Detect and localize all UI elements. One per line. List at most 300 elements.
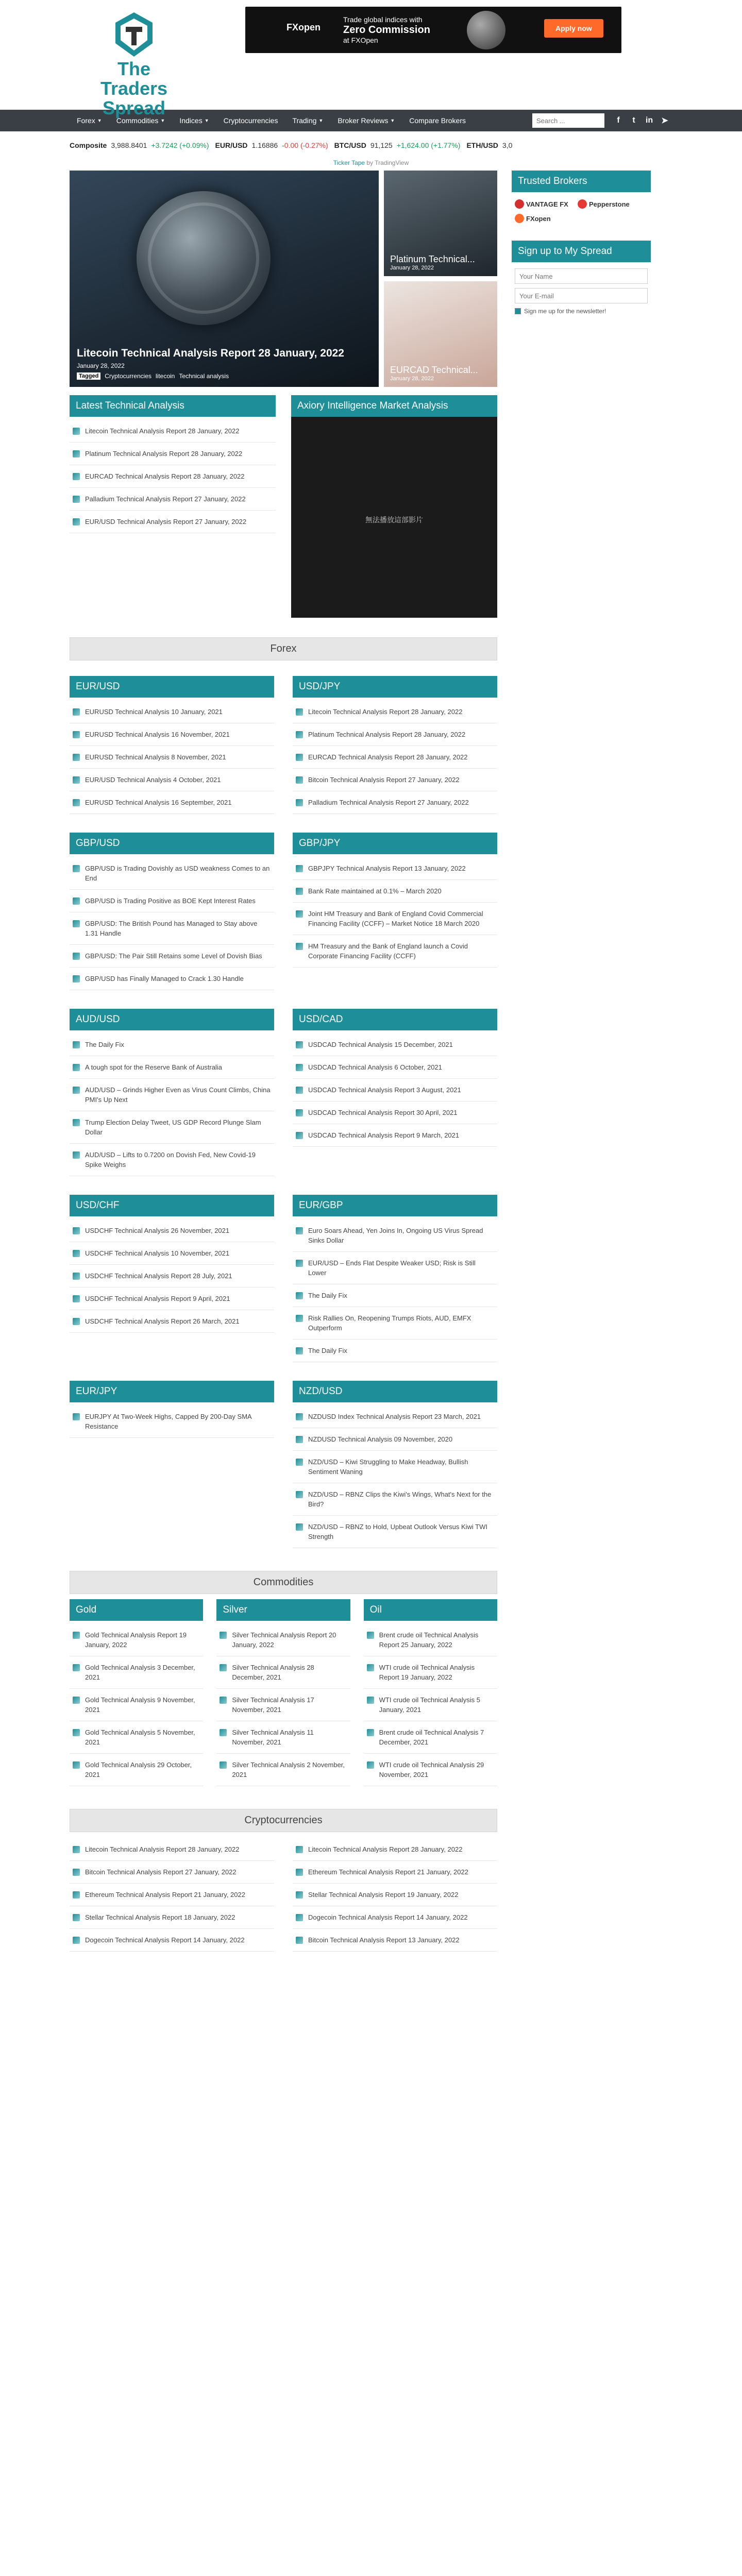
- article-icon: [73, 799, 80, 806]
- ticker-change: -0.00 (-0.27%): [282, 141, 328, 149]
- list-item[interactable]: [70, 769, 274, 791]
- hero-side-date: January 28, 2022: [390, 376, 434, 382]
- newsletter-checkbox[interactable]: Sign me up for the newsletter!: [515, 308, 648, 315]
- list-item[interactable]: [293, 1884, 497, 1906]
- list-item-title: WTI crude oil Technical Analysis Report 19 January, 2022: [379, 1664, 475, 1681]
- list-item-title: NZD/USD – Kiwi Struggling to Make Headway, Bullish Sentiment Waning: [308, 1458, 468, 1476]
- list-item[interactable]: [70, 1929, 274, 1952]
- list-item-title: Platinum Technical Analysis Report 28 January, 2022: [85, 450, 243, 457]
- commodity-title[interactable]: Silver: [216, 1599, 350, 1621]
- latest-analysis: [70, 395, 276, 618]
- list-item-title: Palladium Technical Analysis Report 27 January, 2022: [85, 495, 246, 503]
- list-item-title: EURCAD Technical Analysis Report 28 January, 2022: [85, 472, 245, 480]
- list-item-title: GBP/USD is Trading Positive as BOE Kept Interest Rates: [85, 897, 256, 905]
- list-item-title: Silver Technical Analysis 28 December, 2021: [232, 1664, 314, 1681]
- pair-section-aud-usd: [70, 1009, 274, 1179]
- axiory-market-title: Axiory Intelligence Market Analysis: [291, 395, 497, 417]
- pair-section-eur-jpy: [70, 1381, 274, 1551]
- list-item-title: Stellar Technical Analysis Report 19 January, 2022: [308, 1891, 459, 1899]
- search-input[interactable]: [532, 113, 604, 128]
- list-item-title: GBPJPY Technical Analysis Report 13 January, 2022: [308, 865, 466, 872]
- ticker-tape: [70, 131, 672, 159]
- list-item[interactable]: [216, 1754, 350, 1786]
- article-icon: [296, 1846, 303, 1853]
- list-item[interactable]: [70, 1265, 274, 1287]
- article-icon: [367, 1632, 374, 1639]
- tags-label: Tagged: [77, 372, 100, 380]
- list-item[interactable]: [70, 890, 274, 912]
- ticker-value: 3,0: [502, 141, 513, 149]
- article-icon: [73, 975, 80, 982]
- list-item-title: Litecoin Technical Analysis Report 28 January, 2022: [308, 1845, 463, 1853]
- list-item[interactable]: [293, 1861, 497, 1884]
- article-icon: [296, 1869, 303, 1876]
- list-item-title: WTI crude oil Technical Analysis 5 January, 2021: [379, 1696, 480, 1714]
- chevron-down-icon: ▼: [204, 118, 209, 123]
- list-item[interactable]: [293, 1056, 497, 1079]
- site-logo[interactable]: [85, 11, 183, 118]
- list-item-title: Gold Technical Analysis 9 November, 2021: [85, 1696, 195, 1714]
- article-icon: [296, 943, 303, 950]
- list-item-title: Brent crude oil Technical Analysis Report 25 January, 2022: [379, 1631, 479, 1649]
- list-item-title: EURCAD Technical Analysis Report 28 January, 2022: [308, 753, 468, 761]
- article-list: [293, 854, 497, 971]
- list-item[interactable]: [70, 420, 276, 443]
- article-icon: [296, 754, 303, 761]
- list-item-title: NZD/USD – RBNZ Clips the Kiwi's Wings, What's Next for the Bird?: [308, 1490, 492, 1508]
- list-item[interactable]: [70, 1861, 274, 1884]
- list-item-title: AUD/USD – Lifts to 0.7200 on Dovish Fed, New Covid-19 Spike Weighs: [85, 1151, 256, 1168]
- article-icon: [73, 1119, 80, 1126]
- ticker-credit-vendor[interactable]: TradingView: [375, 159, 409, 166]
- video-player[interactable]: [291, 417, 497, 618]
- telegram-icon[interactable]: ➤: [661, 116, 668, 125]
- chevron-down-icon: ▼: [318, 118, 324, 123]
- list-item[interactable]: [364, 1754, 497, 1786]
- list-item-title: USDCAD Technical Analysis Report 30 April, 2021: [308, 1109, 458, 1116]
- list-item-title: Palladium Technical Analysis Report 27 January, 2022: [308, 799, 469, 806]
- article-list: [70, 1216, 274, 1336]
- list-item[interactable]: [293, 746, 497, 769]
- list-item[interactable]: [70, 1111, 274, 1144]
- list-item[interactable]: [293, 857, 497, 880]
- list-item-title: A tough spot for the Reserve Bank of Australia: [85, 1063, 222, 1071]
- list-item-title: EUR/USD Technical Analysis 4 October, 2021: [85, 776, 221, 784]
- list-item[interactable]: [216, 1656, 350, 1689]
- list-item-title: AUD/USD – Grinds Higher Even as Virus Count Climbs, China PMI's Up Next: [85, 1086, 271, 1104]
- list-item[interactable]: [70, 443, 276, 465]
- broker-logo-fxopen[interactable]: FXopen: [515, 214, 572, 223]
- commodities-heading: Commodities: [70, 1571, 497, 1594]
- list-item-title: Dogecoin Technical Analysis Report 14 January, 2022: [308, 1913, 468, 1921]
- article-icon: [296, 1347, 303, 1354]
- commodity-section-silver: [216, 1599, 350, 1789]
- list-item-title: Silver Technical Analysis 17 November, 2021: [232, 1696, 314, 1714]
- list-item[interactable]: [293, 880, 497, 903]
- list-item[interactable]: [70, 1242, 274, 1265]
- list-item[interactable]: [70, 1906, 274, 1929]
- list-item[interactable]: [293, 1483, 497, 1516]
- nav-item-compare-brokers[interactable]: Compare Brokers: [409, 116, 466, 125]
- article-list: [70, 698, 274, 817]
- logo-shield-icon: [113, 11, 155, 58]
- list-item-title: WTI crude oil Technical Analysis 29 November, 2021: [379, 1761, 484, 1778]
- article-icon: [220, 1664, 227, 1671]
- article-icon: [296, 1914, 303, 1921]
- list-item[interactable]: [70, 701, 274, 723]
- ticker-item[interactable]: [466, 141, 516, 149]
- list-item[interactable]: [70, 1624, 203, 1656]
- tag[interactable]: Technical analysis: [179, 372, 229, 380]
- article-icon: [296, 1436, 303, 1443]
- hero-side-date: January 28, 2022: [390, 265, 434, 271]
- article-icon: [296, 1087, 303, 1094]
- article-icon: [73, 1937, 80, 1944]
- list-item[interactable]: [364, 1721, 497, 1754]
- list-item[interactable]: [70, 1884, 274, 1906]
- nav-item-broker-reviews[interactable]: Broker Reviews ▼: [338, 116, 395, 125]
- list-item-title: Silver Technical Analysis Report 20 January, 2022: [232, 1631, 336, 1649]
- article-icon: [296, 1315, 303, 1322]
- ticker-value: 91,125: [370, 141, 393, 149]
- article-icon: [73, 1697, 80, 1704]
- list-item[interactable]: [70, 511, 276, 533]
- pair-section-eur-usd: [70, 676, 274, 817]
- list-item-title: GBP/USD: The British Pound has Managed to Stay above 1.31 Handle: [85, 920, 258, 937]
- pair-section-usd-chf: [70, 1195, 274, 1365]
- article-icon: [73, 1891, 80, 1899]
- list-item-title: USDCAD Technical Analysis Report 9 March, 2021: [308, 1131, 460, 1139]
- article-icon: [367, 1729, 374, 1736]
- name-field[interactable]: [515, 268, 648, 284]
- ticker-name: EUR/USD: [215, 141, 248, 149]
- hero-tags: [77, 372, 372, 380]
- list-item[interactable]: [70, 1219, 274, 1242]
- article-icon: [367, 1664, 374, 1671]
- crypto-heading: Cryptocurrencies: [70, 1809, 497, 1832]
- pair-section-usd-cad: [293, 1009, 497, 1179]
- list-item[interactable]: [70, 1405, 274, 1438]
- article-icon: [73, 1914, 80, 1921]
- list-item[interactable]: [70, 1689, 203, 1721]
- list-item-title: EURUSD Technical Analysis 8 November, 2021: [85, 753, 226, 761]
- ad-apply-button[interactable]: Apply now: [544, 19, 603, 38]
- list-item[interactable]: [293, 1906, 497, 1929]
- article-icon: [367, 1697, 374, 1704]
- list-item-title: Euro Soars Ahead, Yen Joins In, Ongoing US Virus Spread Sinks Dollar: [308, 1227, 483, 1244]
- article-icon: [296, 910, 303, 918]
- article-icon: [296, 1891, 303, 1899]
- list-item-title: Ethereum Technical Analysis Report 21 January, 2022: [85, 1891, 245, 1899]
- list-item[interactable]: [70, 465, 276, 488]
- trusted-brokers-title: Trusted Brokers: [512, 171, 651, 192]
- hero-side-title: EURCAD Technical...: [390, 365, 478, 375]
- list-item[interactable]: [70, 968, 274, 990]
- list-item[interactable]: [216, 1721, 350, 1754]
- pair-title[interactable]: USD/JPY: [293, 676, 497, 698]
- ticker-credit: Ticker Tape by TradingView: [333, 159, 409, 166]
- article-icon: [73, 518, 80, 526]
- article-icon: [73, 731, 80, 738]
- list-item[interactable]: [216, 1689, 350, 1721]
- list-item[interactable]: [70, 746, 274, 769]
- list-item[interactable]: [364, 1656, 497, 1689]
- list-item[interactable]: [293, 1929, 497, 1952]
- article-list: [216, 1621, 350, 1789]
- list-item-title: Gold Technical Analysis 3 December, 2021: [85, 1664, 195, 1681]
- list-item-title: Gold Technical Analysis 29 October, 2021: [85, 1761, 192, 1778]
- list-item[interactable]: [70, 1287, 274, 1310]
- list-item[interactable]: [70, 912, 274, 945]
- ticker-change: +1,624.00 (+1.77%): [396, 141, 461, 149]
- article-icon: [296, 799, 303, 806]
- email-field[interactable]: [515, 288, 648, 303]
- commodity-title[interactable]: Oil: [364, 1599, 497, 1621]
- list-item[interactable]: [70, 1721, 203, 1754]
- list-item[interactable]: [293, 1101, 497, 1124]
- list-item[interactable]: [70, 1310, 274, 1333]
- ticker-item[interactable]: [215, 141, 328, 149]
- list-item[interactable]: [70, 1056, 274, 1079]
- list-item[interactable]: [293, 1124, 497, 1147]
- list-item[interactable]: [293, 1079, 497, 1101]
- article-list: [293, 1402, 497, 1551]
- tag[interactable]: Cryptocurrencies: [105, 372, 151, 380]
- list-item[interactable]: [293, 1428, 497, 1451]
- article-icon: [296, 1523, 303, 1531]
- list-item[interactable]: [293, 1516, 497, 1548]
- list-item[interactable]: [293, 1405, 497, 1428]
- article-icon: [73, 428, 80, 435]
- pair-title[interactable]: GBP/USD: [70, 833, 274, 854]
- list-item[interactable]: [70, 1144, 274, 1176]
- list-item[interactable]: [70, 1079, 274, 1111]
- article-icon: [367, 1761, 374, 1769]
- broker-logo-pepperstone[interactable]: Pepperstone: [578, 199, 635, 209]
- list-item-title: The Daily Fix: [308, 1347, 347, 1354]
- article-icon: [73, 865, 80, 872]
- list-item[interactable]: [293, 1284, 497, 1307]
- article-icon: [73, 1064, 80, 1071]
- list-item-title: USDCHF Technical Analysis Report 28 July, 2021: [85, 1272, 232, 1280]
- pair-title[interactable]: NZD/USD: [293, 1381, 497, 1402]
- article-list: [293, 698, 497, 817]
- list-item[interactable]: [70, 791, 274, 814]
- article-icon: [73, 1869, 80, 1876]
- hero-main-card[interactable]: [70, 171, 379, 387]
- article-icon: [296, 776, 303, 784]
- list-item-title: USDCAD Technical Analysis 15 December, 2021: [308, 1041, 453, 1048]
- pair-title[interactable]: USD/CHF: [70, 1195, 274, 1216]
- list-item-title: USDCAD Technical Analysis 6 October, 2021: [308, 1063, 442, 1071]
- article-icon: [73, 450, 80, 457]
- list-item-title: The Daily Fix: [85, 1041, 124, 1048]
- ad-line3: at FXOpen: [343, 36, 378, 44]
- article-icon: [296, 1260, 303, 1267]
- chevron-down-icon: ▼: [97, 118, 102, 123]
- article-icon: [220, 1632, 227, 1639]
- article-list: [70, 1030, 274, 1179]
- list-item-title: Joint HM Treasury and Bank of England Covid Commercial Financing Facility (CCFF) – Market Notice 18 March 2020: [308, 910, 483, 927]
- list-item-title: NZDUSD Index Technical Analysis Report 23 March, 2021: [308, 1413, 481, 1420]
- list-item[interactable]: [293, 1307, 497, 1340]
- pair-section-usd-jpy: [293, 676, 497, 817]
- list-item-title: GBP/USD: The Pair Still Retains some Level of Dovish Bias: [85, 952, 262, 960]
- ad-text: [343, 15, 430, 45]
- list-item[interactable]: [70, 857, 274, 890]
- article-icon: [73, 1729, 80, 1736]
- ticker-name: Composite: [70, 141, 107, 149]
- list-item-title: Litecoin Technical Analysis Report 28 January, 2022: [308, 708, 463, 716]
- commodity-section-oil: [364, 1599, 497, 1789]
- list-item[interactable]: [70, 488, 276, 511]
- article-icon: [296, 1413, 303, 1420]
- broker-logo-vantage[interactable]: VANTAGE FX: [515, 199, 572, 209]
- nav-item-commodities[interactable]: Commodities ▼: [116, 116, 165, 125]
- list-item[interactable]: [293, 935, 497, 968]
- site-header: [0, 0, 742, 118]
- article-icon: [73, 1250, 80, 1257]
- article-icon: [73, 1087, 80, 1094]
- list-item[interactable]: [70, 1838, 274, 1861]
- list-item-title: Stellar Technical Analysis Report 18 January, 2022: [85, 1913, 235, 1921]
- logo-line2: Spread: [102, 97, 166, 118]
- hero-side-card[interactable]: [384, 281, 497, 387]
- article-list: [70, 1621, 203, 1789]
- signup-title: Sign up to My Spread: [512, 241, 651, 262]
- pair-title[interactable]: AUD/USD: [70, 1009, 274, 1030]
- linkedin-icon[interactable]: in: [645, 116, 653, 125]
- hero-side-title: Platinum Technical...: [390, 254, 475, 264]
- nav-item-forex[interactable]: Forex ▼: [77, 116, 102, 125]
- list-item[interactable]: [293, 1838, 497, 1861]
- article-icon: [220, 1729, 227, 1736]
- list-item[interactable]: [293, 791, 497, 814]
- list-item[interactable]: [293, 723, 497, 746]
- list-item[interactable]: [293, 903, 497, 935]
- article-icon: [296, 731, 303, 738]
- list-item-title: USDCAD Technical Analysis Report 3 August, 2021: [308, 1086, 461, 1094]
- pair-section-gbp-jpy: [293, 833, 497, 993]
- nav-item-indices[interactable]: Indices ▼: [179, 116, 209, 125]
- facebook-icon[interactable]: f: [617, 116, 620, 125]
- hero-title[interactable]: Litecoin Technical Analysis Report 28 January, 2022: [77, 347, 344, 359]
- commodity-title[interactable]: Gold: [70, 1599, 203, 1621]
- list-item-title: USDCHF Technical Analysis Report 9 April, 2021: [85, 1295, 230, 1302]
- list-item-title: GBP/USD is Trading Dovishly as USD weakness Comes to an End: [85, 865, 270, 882]
- list-item[interactable]: [70, 1033, 274, 1056]
- list-item-title: EURUSD Technical Analysis 16 November, 2021: [85, 731, 230, 738]
- list-item[interactable]: [364, 1689, 497, 1721]
- article-icon: [73, 708, 80, 716]
- article-icon: [296, 1491, 303, 1498]
- ad-line2: Zero Commission: [343, 24, 430, 36]
- pair-title[interactable]: EUR/USD: [70, 676, 274, 698]
- list-item[interactable]: [364, 1624, 497, 1656]
- article-icon: [73, 1632, 80, 1639]
- article-icon: [73, 496, 80, 503]
- article-list: [70, 854, 274, 993]
- nav-item-cryptocurrencies[interactable]: Cryptocurrencies: [223, 116, 278, 125]
- ticker-item[interactable]: [334, 141, 461, 149]
- ticker-item[interactable]: [70, 141, 209, 149]
- ad-coin-image: [467, 11, 505, 49]
- article-icon: [73, 1151, 80, 1159]
- ticker-credit-label[interactable]: Ticker Tape: [333, 159, 365, 166]
- list-item-title: NZD/USD – RBNZ to Hold, Upbeat Outlook Versus Kiwi TWI Strength: [308, 1523, 487, 1540]
- ticker-name: ETH/USD: [466, 141, 498, 149]
- article-icon: [73, 754, 80, 761]
- article-icon: [220, 1761, 227, 1769]
- list-item[interactable]: [293, 1340, 497, 1362]
- article-icon: [296, 1132, 303, 1139]
- article-icon: [73, 1761, 80, 1769]
- list-item-title: Bitcoin Technical Analysis Report 27 January, 2022: [85, 1868, 237, 1876]
- pair-title[interactable]: EUR/JPY: [70, 1381, 274, 1402]
- list-item[interactable]: [293, 1033, 497, 1056]
- article-icon: [73, 473, 80, 480]
- sidebar: [512, 171, 651, 1955]
- list-item[interactable]: [293, 701, 497, 723]
- list-item-title: Brent crude oil Technical Analysis 7 December, 2021: [379, 1728, 484, 1746]
- main-nav: [0, 110, 742, 131]
- list-item-title: Litecoin Technical Analysis Report 28 January, 2022: [85, 1845, 240, 1853]
- pair-title[interactable]: GBP/JPY: [293, 833, 497, 854]
- article-icon: [296, 1459, 303, 1466]
- list-item[interactable]: [70, 1754, 203, 1786]
- list-item[interactable]: [293, 1252, 497, 1284]
- list-item-title: Silver Technical Analysis 2 November, 2021: [232, 1761, 345, 1778]
- ticker-change: +3.7242 (+0.09%): [151, 141, 209, 149]
- ticker-value: 1.16886: [251, 141, 278, 149]
- hero-side-card[interactable]: [384, 171, 497, 276]
- list-item[interactable]: [216, 1624, 350, 1656]
- twitter-icon[interactable]: t: [632, 116, 635, 125]
- article-list: [364, 1621, 497, 1789]
- ticker-name: BTC/USD: [334, 141, 366, 149]
- logo-line1: The Traders: [100, 58, 168, 99]
- article-icon: [296, 1041, 303, 1048]
- forex-heading: Forex: [70, 637, 497, 660]
- tag[interactable]: litecoin: [156, 372, 175, 380]
- nav-item-trading[interactable]: Trading ▼: [292, 116, 324, 125]
- list-item[interactable]: [293, 1219, 497, 1252]
- pair-title[interactable]: EUR/GBP: [293, 1195, 497, 1216]
- ad-logo: FXopen: [286, 22, 321, 32]
- list-item[interactable]: [293, 769, 497, 791]
- pair-title[interactable]: USD/CAD: [293, 1009, 497, 1030]
- main-column: [70, 171, 497, 1955]
- video-error-text: 無法播放這部影片: [365, 516, 423, 524]
- list-item-title: USDCHF Technical Analysis Report 26 March, 2021: [85, 1317, 240, 1325]
- list-item[interactable]: [293, 1451, 497, 1483]
- article-icon: [73, 897, 80, 905]
- top-ad-banner[interactable]: [245, 7, 621, 53]
- list-item-title: NZDUSD Technical Analysis 09 November, 2020: [308, 1435, 453, 1443]
- article-icon: [296, 1109, 303, 1116]
- list-item[interactable]: [70, 723, 274, 746]
- list-item-title: EURUSD Technical Analysis 16 September, 2021: [85, 799, 232, 806]
- article-icon: [73, 920, 80, 927]
- list-item[interactable]: [70, 1656, 203, 1689]
- list-item[interactable]: [70, 945, 274, 968]
- article-icon: [296, 865, 303, 872]
- article-icon: [73, 1318, 80, 1325]
- article-icon: [296, 1227, 303, 1234]
- article-icon: [73, 1041, 80, 1048]
- article-list: [293, 1216, 497, 1365]
- article-list: [70, 417, 276, 536]
